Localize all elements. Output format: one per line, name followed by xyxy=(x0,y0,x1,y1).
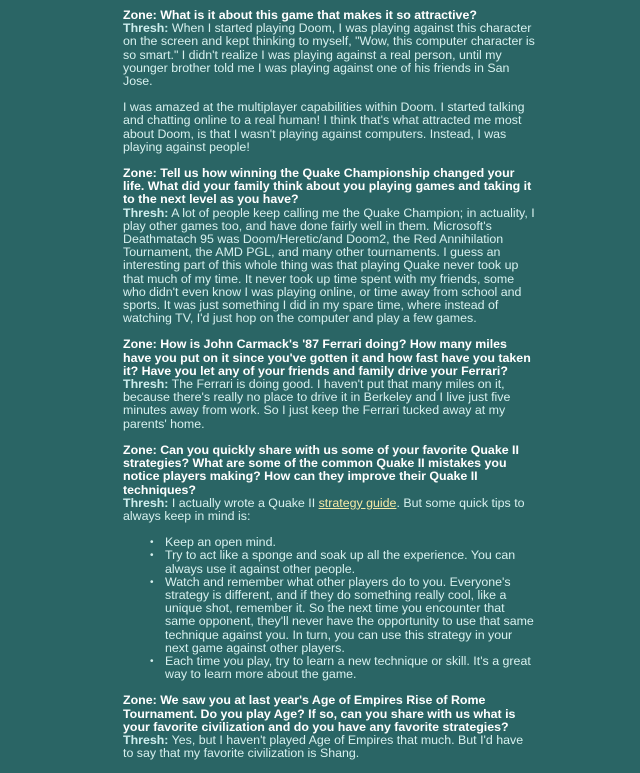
qa-block xyxy=(123,444,535,681)
qa-block xyxy=(123,9,535,154)
question-text: Can you quickly share with us some of your favorite Quake II strategies? What are some of the common Quake II mistakes you notice players making? How can they improve their Quake II techniques? xyxy=(123,442,519,497)
tip-item: • Watch and remember what other players do to you. Everyone's strategy is different, and if they do something really cool, like a unique shot, remember it. So the next time you encounter that same opponent, they'll never have the opportunity to use that same technique against you. In turn, you can use this strategy in your next game against other players. xyxy=(165,576,535,655)
zone-label: Zone: xyxy=(123,337,157,352)
answer xyxy=(123,497,535,523)
thresh-label: Thresh: xyxy=(123,205,169,220)
qa-block xyxy=(123,338,535,430)
answer-text: When I started playing Doom, I was playing against this character on the screen and kept thinking to myself, "Wow, this computer character is so smart." I didn't realize I was playing against a real person, until my younger brother told me I was playing against one of his friends in San Jose. xyxy=(123,21,535,89)
zone-label: Zone: xyxy=(123,442,157,457)
thresh-label: Thresh: xyxy=(123,21,169,36)
thresh-label: Thresh: xyxy=(123,495,169,510)
answer-text: Yes, but I haven't played Age of Empires that much. But I'd have to say that my favorite civilization is Shang. xyxy=(123,732,524,761)
answer xyxy=(123,207,535,326)
tip-item: • Each time you play, try to learn a new technique or skill. It's a great way to learn more about the game. xyxy=(165,655,535,681)
question-text: What is it about this game that makes it so attractive? xyxy=(160,8,477,22)
qa-block xyxy=(123,167,535,325)
zone-label: Zone: xyxy=(123,693,157,708)
question-text: Tell us how winning the Quake Championship changed your life. What did your family think about you playing games and taking it to the next level as you have? xyxy=(123,166,532,207)
answer-text: . But some quick tips to always keep in mind is: xyxy=(123,495,525,523)
question xyxy=(123,694,535,734)
answer-text: The Ferrari is doing good. I haven't put that many miles on it, because there's really no place to drive it in Berkeley and I live just five minutes away from work. So I just keep the Ferrari tucked away at my parents' home. xyxy=(123,377,511,431)
qa-block xyxy=(123,694,535,760)
strategy-guide-link[interactable]: strategy guide xyxy=(318,495,397,510)
tips-list xyxy=(123,536,535,681)
answer xyxy=(123,378,535,431)
tip-item: • Try to act like a sponge and soak up all the experience. You can always use it against other people. xyxy=(165,549,535,575)
answer-text: A lot of people keep calling me the Quake Champion; in actuality, I play other games too, and have done fairly well in them. Microsoft's Deathmatach 95 was Doom/Heretic/and Doom2, the Red Annihilation Tournament, the AMD PGL, and many other tournaments. I guess an interesting part of this whole thing was that playing Quake never took up that much of my time. It never took up time spent with my friends, some who didn't even know I was playing online, or time away from school and sports. It was just something I did in my spare time, where instead of watching TV, I'd just hop on the computer and play a few games. xyxy=(123,205,535,326)
question xyxy=(123,444,535,497)
thresh-label: Thresh: xyxy=(123,377,169,392)
thresh-label: Thresh: xyxy=(123,732,169,747)
answer-paragraph: I was amazed at the multiplayer capabilities within Doom. I started talking and chatting online to a real human! I think that's what attracted me most about Doom, is that I wasn't playing against computers. Instead, I was playing against people! xyxy=(123,100,525,154)
question xyxy=(123,338,535,378)
answer xyxy=(123,734,535,760)
question-text: We saw you at last year's Age of Empires Rise of Rome Tournament. Do you play Age? If so, can you share with us what is your favorite civilization and do you have any favorite strategies? xyxy=(123,693,516,734)
question-text: How is John Carmack's '87 Ferrari doing? How many miles have you put on it since you've gotten it and how fast have you taken it? Have you let any of your friends and family drive your Ferrari? xyxy=(123,337,531,378)
interview-content xyxy=(123,9,535,773)
answer xyxy=(123,22,535,88)
zone-label: Zone: xyxy=(123,8,157,22)
zone-label: Zone: xyxy=(123,166,157,181)
answer-text: I actually wrote a Quake II xyxy=(171,495,319,510)
question xyxy=(123,167,535,207)
tip-item: • Keep an open mind. xyxy=(165,536,535,549)
